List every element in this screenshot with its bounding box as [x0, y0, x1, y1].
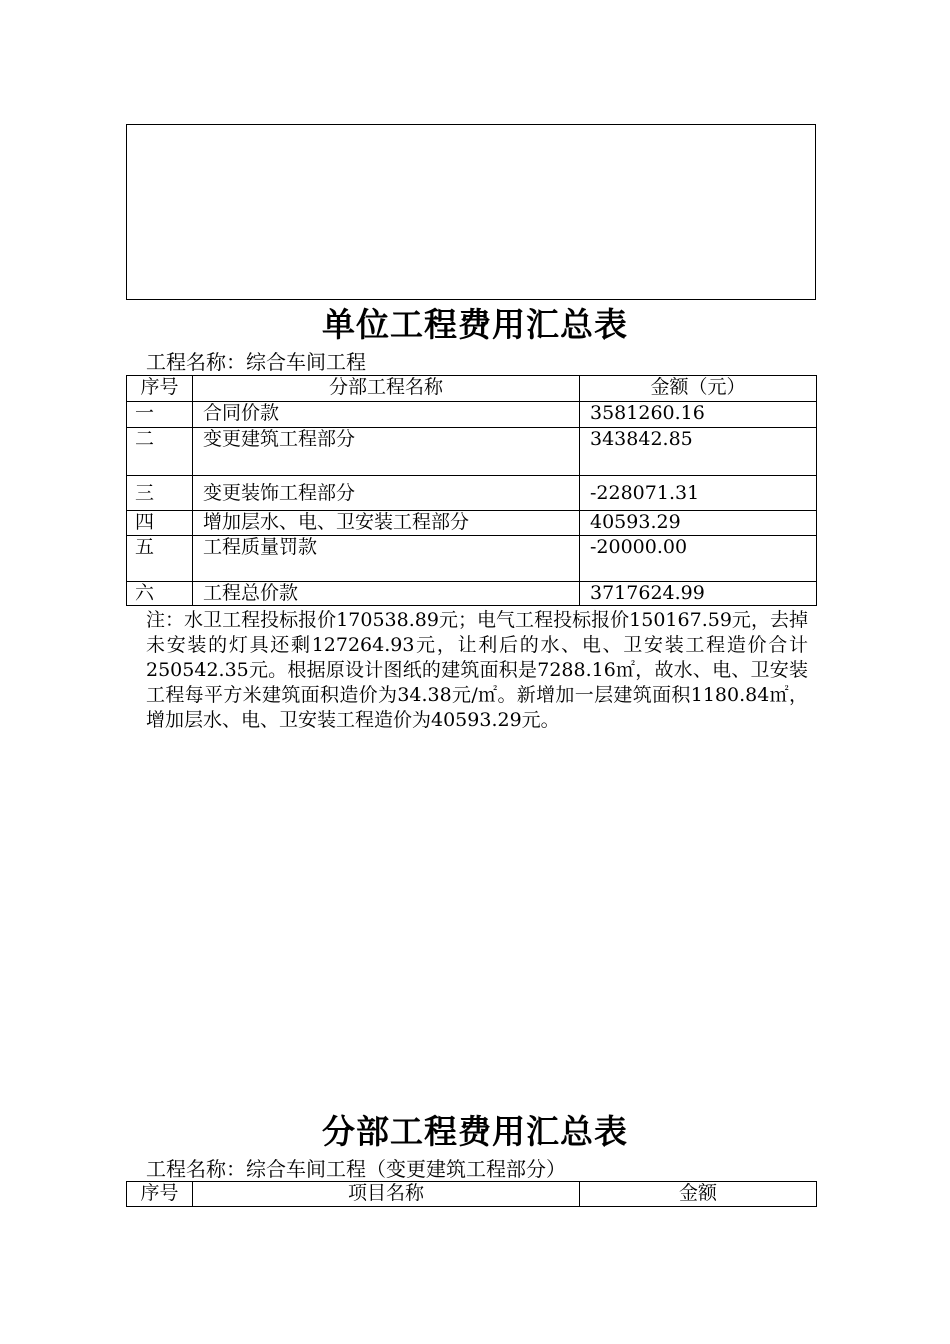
table-header-row	[127, 1182, 817, 1207]
row-amount: -20000.00	[580, 536, 817, 582]
summary-note: 注：水卫工程投标报价170538.89元；电气工程投标报价150167.59元，去掉未安装的灯具还剩127264.93元，让利后的水、电、卫安装工程造价合计250542.35元。根据原设计图纸的建筑面积是7288.16㎡，故水、电、卫安装工程每平方米建筑面积造价为34.38元/㎡。新增加一层建筑面积1180.84㎡，增加层水、电、卫安装工程造价为40593.29元。	[146, 609, 808, 731]
row-amount: -228071.31	[580, 476, 817, 511]
summary-project-name: 工程名称：综合车间工程	[146, 350, 366, 374]
section-project-name: 工程名称：综合车间工程（变更建筑工程部分）	[146, 1157, 566, 1181]
summary-table	[126, 375, 817, 606]
header-amount: 金额（元）	[580, 376, 817, 402]
header-amount: 金额	[580, 1182, 817, 1207]
row-seq: 五	[127, 536, 193, 582]
table-row	[127, 582, 817, 606]
row-name: 工程总价款	[193, 582, 580, 606]
row-name: 工程质量罚款	[193, 536, 580, 582]
row-seq: 二	[127, 428, 193, 476]
table-header-row	[127, 376, 817, 402]
header-seq: 序号	[127, 376, 193, 402]
table-row	[127, 536, 817, 582]
row-amount: 40593.29	[580, 511, 817, 536]
row-seq: 一	[127, 402, 193, 428]
row-amount: 3717624.99	[580, 582, 817, 606]
row-name: 变更建筑工程部分	[193, 428, 580, 476]
section-table	[126, 1181, 817, 1207]
summary-title: 单位工程费用汇总表	[322, 305, 628, 344]
row-name: 增加层水、电、卫安装工程部分	[193, 511, 580, 536]
header-seq: 序号	[127, 1182, 193, 1207]
row-seq: 四	[127, 511, 193, 536]
blank-frame	[126, 124, 816, 300]
row-seq: 六	[127, 582, 193, 606]
table-row	[127, 402, 817, 428]
table-row	[127, 428, 817, 476]
row-amount: 3581260.16	[580, 402, 817, 428]
row-amount: 343842.85	[580, 428, 817, 476]
row-name: 合同价款	[193, 402, 580, 428]
header-item-name: 项目名称	[193, 1182, 580, 1207]
table-row	[127, 511, 817, 536]
header-name: 分部工程名称	[193, 376, 580, 402]
section-title: 分部工程费用汇总表	[322, 1112, 628, 1151]
row-seq: 三	[127, 476, 193, 511]
row-name: 变更装饰工程部分	[193, 476, 580, 511]
table-row	[127, 476, 817, 511]
